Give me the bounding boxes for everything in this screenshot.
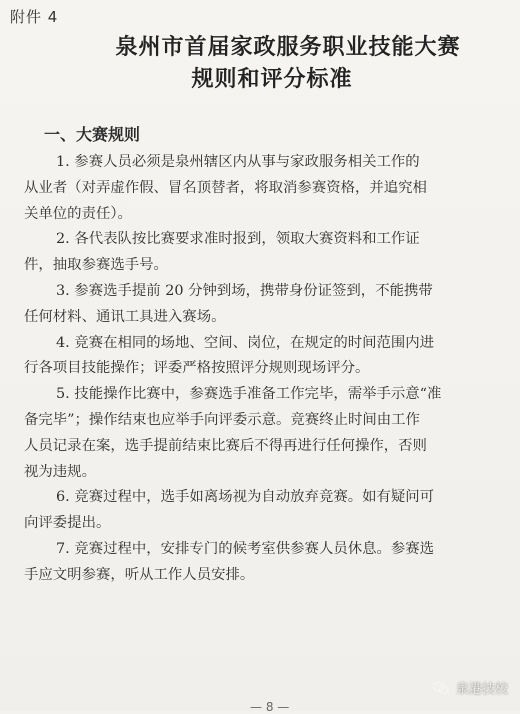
rule-line: 视为违规。: [24, 463, 96, 480]
rule-line: 从业者（对弄虚作假、冒名顶替者，将取消参赛资格，并追究相: [24, 179, 427, 196]
page-number: — 8 —: [250, 700, 290, 714]
rule-line: 3. 参赛选手提前 20 分钟到场，携带身份证签到，不能携带: [56, 282, 433, 299]
rule-line: 人员记录在案，选手提前结束比赛后不得再进行任何操作，否则: [24, 437, 427, 454]
rule-line: 4. 竞赛在相同的场地、空间、岗位，在规定的时间范围内进: [56, 334, 435, 351]
document-title-line-1: 泉州市首届家政服务职业技能大赛: [115, 35, 461, 60]
rule-line: 关单位的责任）。: [24, 205, 132, 222]
rule-line: 任何材料、通讯工具进入赛场。: [24, 308, 226, 325]
rule-line: 5. 技能操作比赛中，参赛选手准备工作完毕，需举手示意“准: [56, 386, 442, 403]
rules-body: [24, 150, 508, 589]
rule-line: 手应文明参赛，听从工作人员安排。: [24, 566, 255, 583]
rule-line: 件，抽取参赛选手号。: [24, 257, 168, 274]
attachment-label: 附件 4: [10, 8, 59, 26]
rule-line: 向评委提出。: [24, 515, 111, 532]
rule-line: 行各项目技能操作；评委严格按照评分规则现场评分。: [24, 360, 370, 377]
wechat-icon: [432, 679, 450, 697]
section-heading: 一、大赛规则: [44, 125, 141, 144]
rule-line: 6. 竞赛过程中，选手如离场视为自动放弃竞赛。如有疑问可: [56, 489, 435, 506]
rule-line: 1. 参赛人员必须是泉州辖区内从事与家政服务相关工作的: [56, 154, 420, 170]
rule-line: 备完毕”；操作结束也应举手向评委示意。竞赛终止时间由工作: [24, 411, 420, 428]
watermark-text: 泉港技校: [455, 682, 508, 697]
document-title-line-2: 规则和评分标准: [191, 67, 353, 92]
watermark: [432, 678, 508, 697]
rule-line: 7. 竞赛过程中，安排专门的候考室供参赛人员休息。参赛选: [56, 540, 435, 557]
rule-line: 2. 各代表队按比赛要求准时报到，领取大赛资料和工作证: [56, 231, 420, 248]
